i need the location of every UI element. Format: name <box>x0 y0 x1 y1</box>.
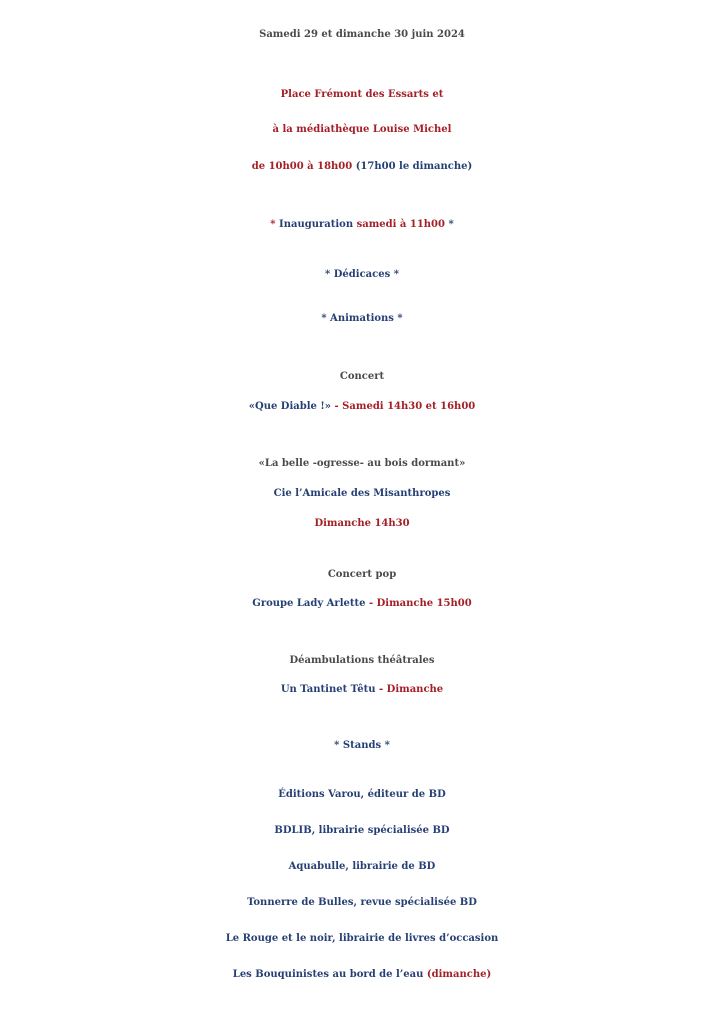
stand-item <box>0 898 724 908</box>
event-name: Un Tantinet Têtu <box>280 684 376 695</box>
stand-item <box>0 934 724 944</box>
stand-name: BDLIB <box>274 825 312 836</box>
event-time: Dimanche <box>386 684 444 695</box>
stand-note: (dimanche) <box>423 969 492 980</box>
opening-hours <box>0 162 724 172</box>
event-separator: - <box>375 684 387 695</box>
stands-title: * Stands * <box>334 740 390 751</box>
venue-line-1: Place Frémont des Essarts et <box>280 89 444 100</box>
stand-name: Aquabulle <box>288 861 346 872</box>
stand-desc: , librairie de BD <box>345 861 436 872</box>
event-separator: - <box>365 598 377 609</box>
dedicaces-title: * Dédicaces * <box>325 269 399 280</box>
stand-name: Éditions Varou <box>278 789 361 800</box>
event-name: Groupe Lady Arlette <box>252 598 366 609</box>
stand-item <box>0 970 724 980</box>
event-theatre-title: «La belle -ogresse- au bois dormant» <box>258 458 466 469</box>
star-left: * <box>270 219 280 230</box>
event-pop-detail <box>0 599 724 609</box>
inauguration-time: samedi à 11h00 <box>356 219 445 230</box>
event-name: «Que Diable !» <box>248 401 332 412</box>
inauguration-label: Inauguration <box>279 219 354 230</box>
stand-item <box>0 826 724 836</box>
event-time: Dimanche 15h00 <box>376 598 472 609</box>
stand-desc: , revue spécialisée BD <box>353 897 477 908</box>
event-theatre-time: Dimanche 14h30 <box>314 518 410 529</box>
event-time: Samedi 14h30 et 16h00 <box>342 401 476 412</box>
animations-title: * Animations * <box>321 313 403 324</box>
event-date: Samedi 29 et dimanche 30 juin 2024 <box>259 29 465 40</box>
stand-desc: , éditeur de BD <box>360 789 446 800</box>
stand-name: Tonnerre de Bulles <box>247 897 354 908</box>
inauguration-line <box>0 220 724 230</box>
event-separator: - <box>331 401 343 412</box>
event-deambulation-heading: Déambulations théâtrales <box>289 655 435 666</box>
hours-main: de 10h00 à 18h00 <box>251 161 353 172</box>
event-concert-heading: Concert <box>339 371 385 382</box>
event-concert-detail <box>0 402 724 412</box>
star-right: * <box>444 219 454 230</box>
stand-name: Le Rouge et le noir <box>225 933 333 944</box>
stand-name: Les Bouquinistes au bord de l’eau <box>232 969 424 980</box>
event-deambulation-detail <box>0 685 724 695</box>
stand-desc: , librairie spécialisée BD <box>311 825 450 836</box>
venue-line-2: à la médiathèque Louise Michel <box>272 124 452 135</box>
event-pop-heading: Concert pop <box>327 569 397 580</box>
stand-item <box>0 790 724 800</box>
hours-sunday-note: (17h00 le dimanche) <box>355 161 473 172</box>
event-theatre-company: Cie l’Amicale des Misanthropes <box>273 488 451 499</box>
stand-item <box>0 862 724 872</box>
stand-desc: , librairie de livres d’occasion <box>332 933 499 944</box>
